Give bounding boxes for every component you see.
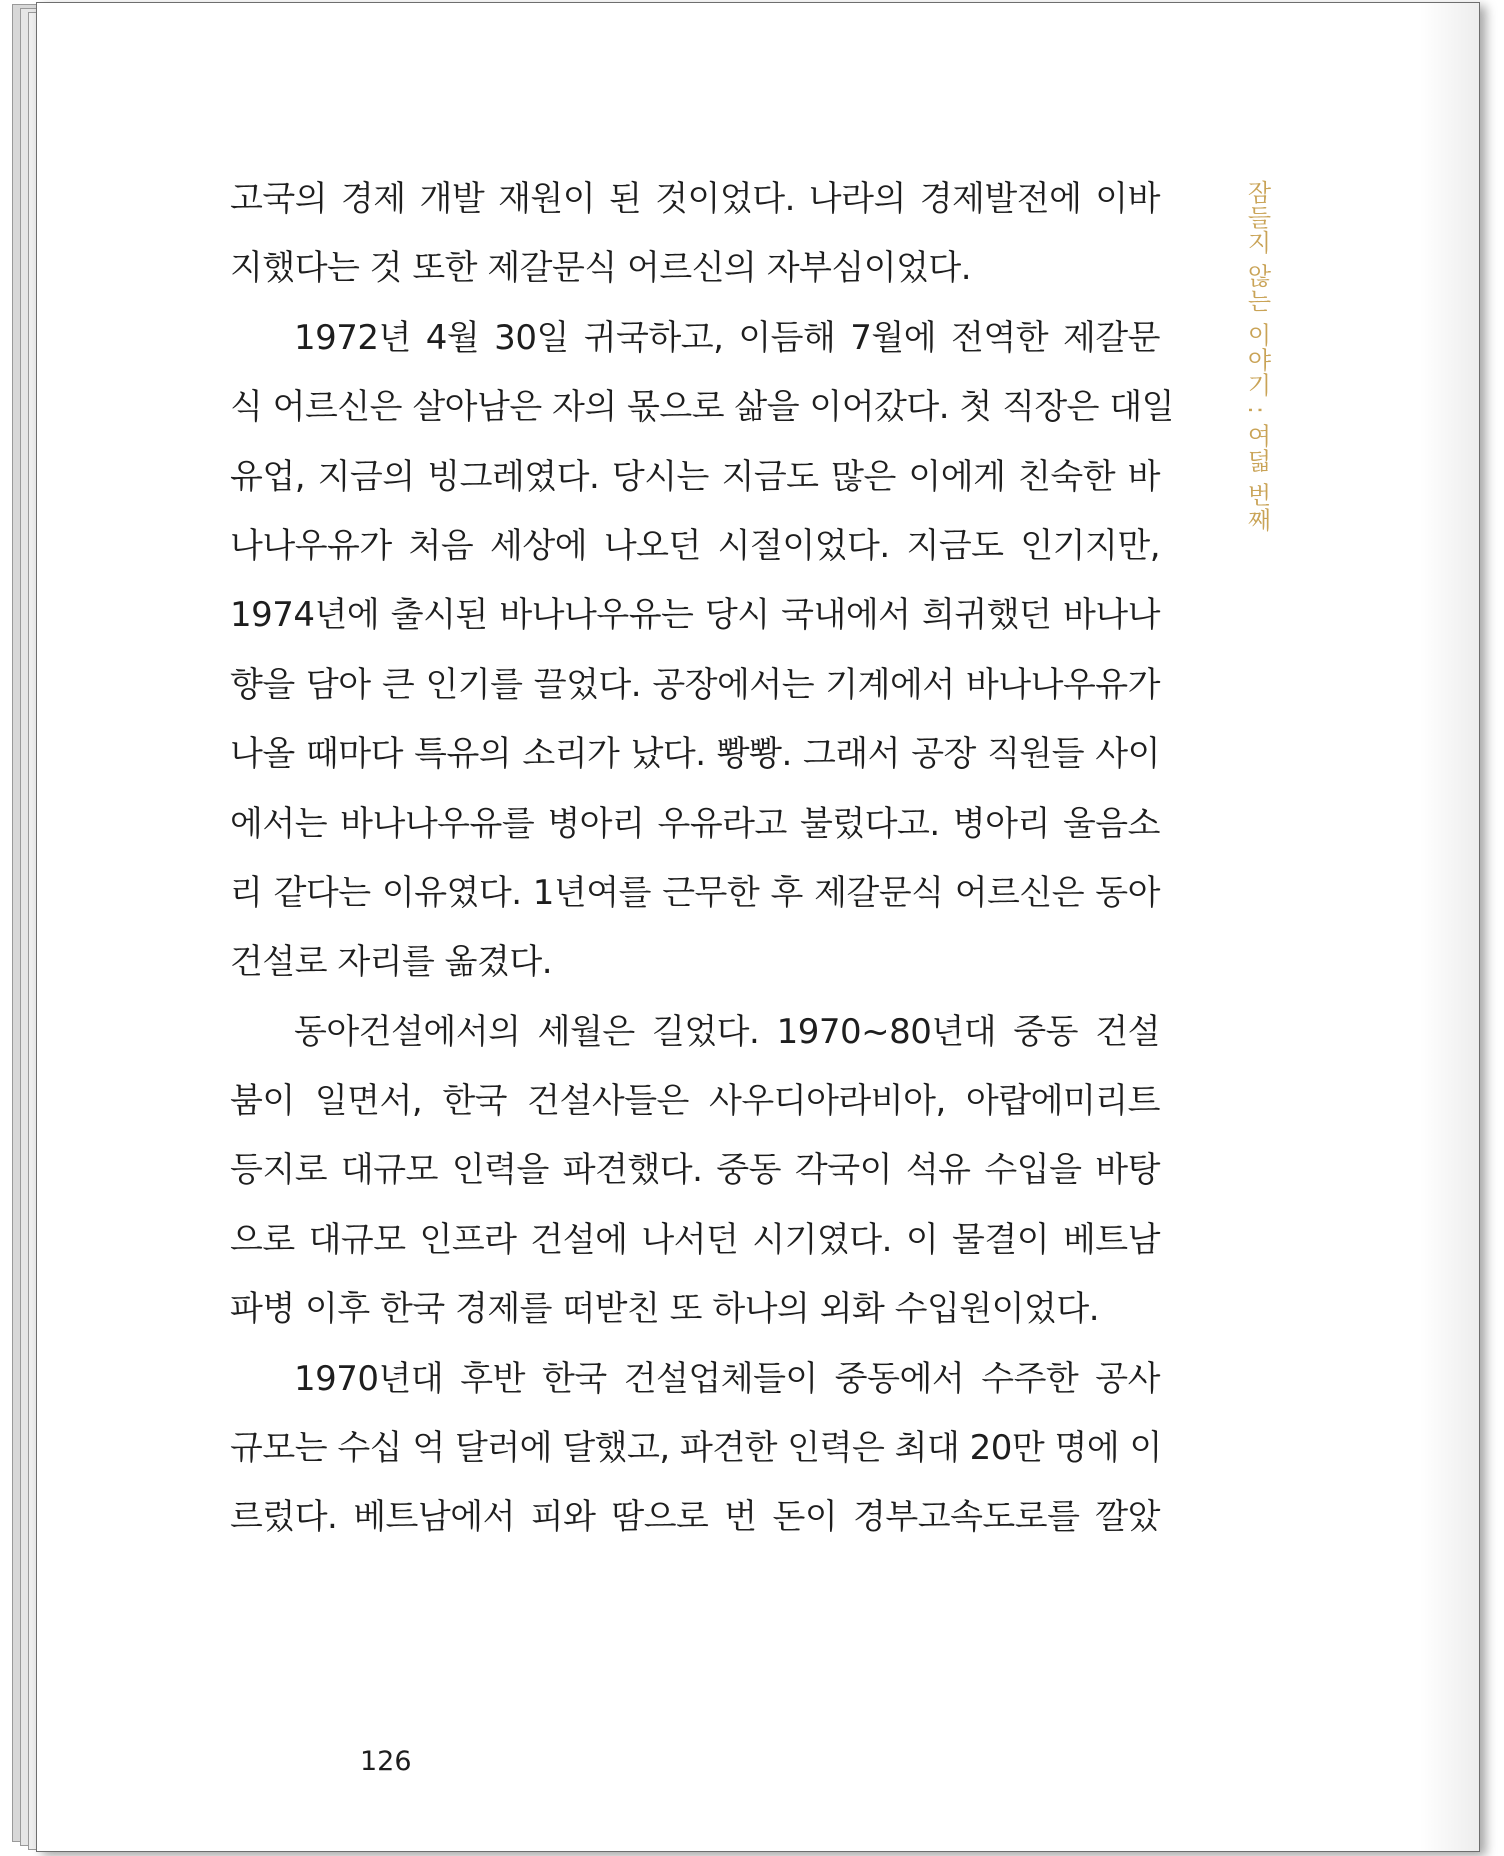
text-line: 유업, 지금의 빙그레였다. 당시는 지금도 많은 이에게 친숙한 바 [230, 456, 1160, 497]
text-line: 1974년에 출시된 바나나우유는 당시 국내에서 희귀했던 바나나 [230, 595, 1160, 636]
text-line: 건설로 자리를 옮겼다. [230, 942, 553, 983]
text-line: 으로 대규모 인프라 건설에 나서던 시기였다. 이 물결이 베트남 [230, 1219, 1160, 1260]
text-line: 나나우유가 처음 세상에 나오던 시절이었다. 지금도 인기지만, [230, 525, 1160, 566]
text-line: 르렀다. 베트남에서 피와 땀으로 번 돈이 경부고속도로를 깔았 [230, 1497, 1160, 1538]
text-line: 등지로 대규모 인력을 파견했다. 중동 각국이 석유 수입을 바탕 [230, 1150, 1160, 1191]
text-line: 향을 담아 큰 인기를 끌었다. 공장에서는 기계에서 바나나우유가 [230, 664, 1160, 705]
text-line: 식 어르신은 살아남은 자의 몫으로 삶을 이어갔다. 첫 직장은 대일 [230, 387, 1175, 428]
text-line: 규모는 수십 억 달러에 달했고, 파견한 인력은 최대 20만 명에 이 [230, 1428, 1162, 1469]
text-line: 파병 이후 한국 경제를 떠받친 또 하나의 외화 수입원이었다. [230, 1289, 1100, 1330]
text-line: 고국의 경제 개발 재원이 된 것이었다. 나라의 경제발전에 이바 [230, 179, 1160, 219]
text-line: 1972년 4월 30일 귀국하고, 이듬해 7월에 전역한 제갈문 [294, 317, 1160, 358]
body-text [230, 165, 1175, 1553]
text-line: 리 같다는 이유였다. 1년여를 근무한 후 제갈문식 어르신은 동아 [230, 872, 1160, 913]
text-line: 나올 때마다 특유의 소리가 났다. 뽱뽱. 그래서 공장 직원들 사이 [230, 734, 1160, 775]
page-gutter-shade [1419, 3, 1479, 1851]
text-line: 붐이 일면서, 한국 건설사들은 사우디아라비아, 아랍에미리트 [230, 1081, 1160, 1122]
text-line: 에서는 바나나우유를 병아리 우유라고 불렀다고. 병아리 울음소 [230, 803, 1160, 844]
text-line: 지했다는 것 또한 제갈문식 어르신의 자부심이었다. [230, 248, 972, 289]
text-line: 1970년대 후반 한국 건설업체들이 중동에서 수주한 공사 [294, 1358, 1160, 1399]
text-line: 동아건설에서의 세월은 길었다. 1970~80년대 중동 건설 [294, 1011, 1160, 1052]
page-number: 126 [360, 1746, 412, 1777]
running-head: 잠들지 않는 이야기 : 여덟 번째 [1243, 180, 1271, 533]
